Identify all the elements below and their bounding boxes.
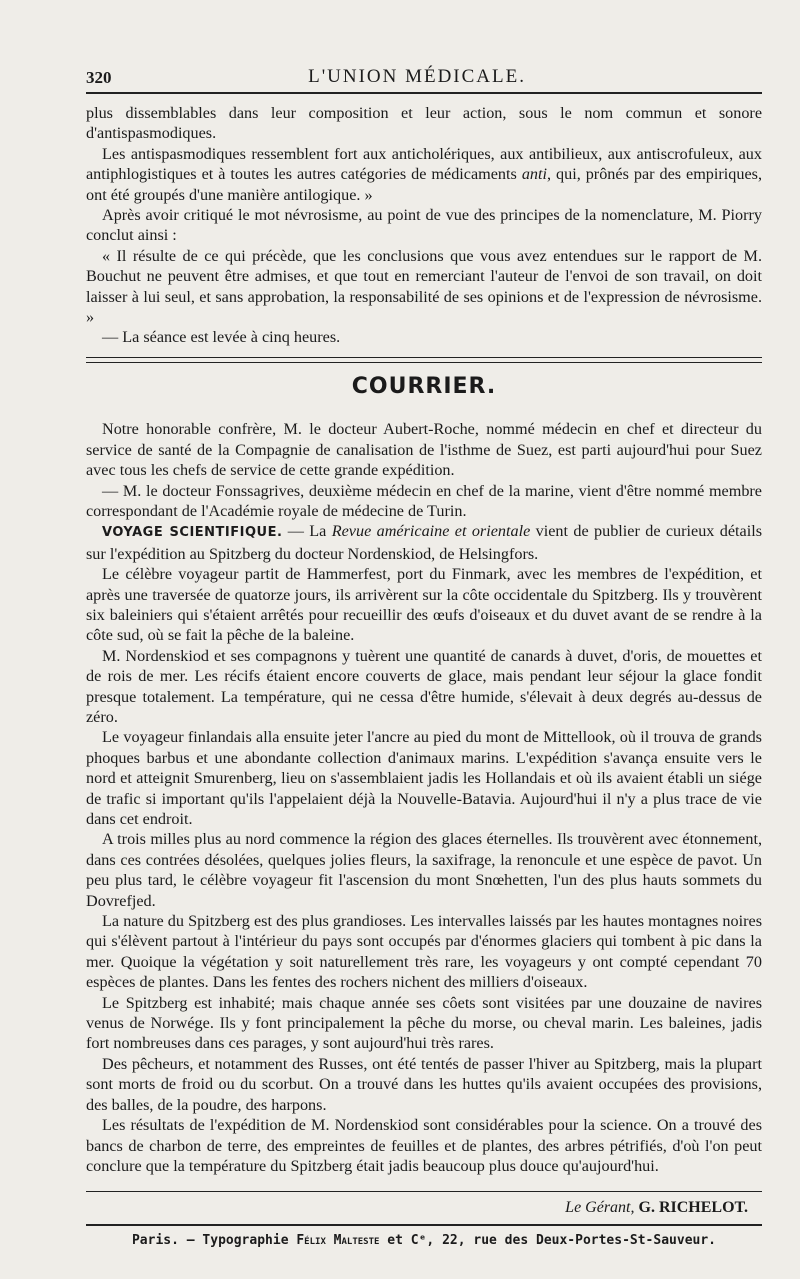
paragraph: — M. le docteur Fonssagrives, deuxième médecin en chef de la marine, vient d'être nommé membre correspondant de l'Académie royale de médecine de Turin. <box>86 481 762 520</box>
paragraph: Le Spitzberg est inhabité; mais chaque année ses côets sont visitées par une douzaine de navires venus de Norwége. Ils y font principalement la pêche du morse, ou cheval marin. Les baleines, jadis fort nombreuses dans ces parages, y sont aujourd'hui très rares. <box>86 993 762 1053</box>
paragraph: — La séance est levée à cinq heures. <box>102 328 341 347</box>
header-rule <box>86 92 762 94</box>
footer-rule <box>86 1191 762 1192</box>
paragraph: A trois milles plus au nord commence la région des glaces éternelles. Ils trouvèrent avec étonnement, dans ces contrées désolées, quelques jolies fleurs, la saxifrage, la renoncule et une espèce de pavot. Un peu plus tard, le célèbre voyageur fit l'ascension du mont Snœhetten, l'un des plus hauts sommets du Dovrefjed. <box>86 830 762 910</box>
gerant-name: G. RICHELOT. <box>634 1199 748 1216</box>
paragraph: M. Nordenskiod et ses compagnons y tuèrent une quantité de canards à duvet, d'oris, de mouettes et de rois de mer. Les récifs étaient encore couverts de glace, mais pendant leur séjour la glace fondit presque totalement. La température, qui ne cessa d'être humide, s'élevait à deux degrés au-dessus de zéro. <box>86 646 762 726</box>
paragraph: Le voyageur finlandais alla ensuite jeter l'ancre au pied du mont de Mittellook, où il trouva de grands phoques barbus et une abondante collection d'animaux marins. L'expédition s'avança ensuite vers le nord et atteignit Smurenberg, lieu on s'assemblaient jadis les Hollandais et où ils avaient établi un siége de trafic si important qu'ils l'appelaient déjà la Nouvelle-Batavia. Aujourd'hui il n'y a plus trace de vie dans cet endroit. <box>86 728 762 828</box>
signature <box>565 1199 748 1217</box>
gerant-label: Le Gérant, <box>565 1199 635 1216</box>
text-run: Les antispasmodiques ressemblent fort aux anticholériques, aux antibilieux, aux antiscrofuleux, aux antiphlogistiques et à toutes les autres catégories de médicaments <box>86 144 762 184</box>
section-divider <box>86 357 762 363</box>
paragraph: La nature du Spitzberg est des plus grandioses. Les intervalles laissés par les hautes montagnes noires qui s'élèvent partout à l'intérieur du pays sont occupés par d'énormes glaciers qui tombent à pic dans la mer. Quoique la végétation y soit naturellement très rare, les voyageurs y ont compté cependant 70 espèces de plantes. Dans les fentes des rochers nichent des milliers d'oiseaux. <box>86 912 762 992</box>
text-run: vient de publier de curieux détails sur l'expédition au Spitzberg du docteur Nordenskiod, de Helsingfors. <box>86 522 763 563</box>
imprint-rule <box>86 1224 762 1226</box>
imprint <box>86 1233 762 1248</box>
paragraph: Le célèbre voyageur partit de Hammerfest, port du Finmark, avec les membres de l'expédition, et après une traversée de quatorze jours, ils arrivèrent sur la côte occidentale du Spitzberg. Ils y trouvèrent six baleiniers qui s'étaient arrêtés pour recueillir des œufs d'oiseaux et du duvet avant de se rendre à la côte sud, où se fait la pêche de la baleine. <box>86 565 762 645</box>
paragraph: plus dissemblables dans leur composition et leur action, sous le nom commun et sonore d'antispasmodiques. <box>86 104 762 143</box>
paragraph: Notre honorable confrère, M. le docteur Aubert-Roche, nommé médecin en chef et directeur du service de santé de la Compagnie de canalisation de l'isthme de Suez, est parti aujourd'hui pour Suez avec tous les chefs de service de cette grande expédition. <box>86 420 762 480</box>
paragraph: Des pêcheurs, et notamment des Russes, ont été tentés de passer l'hiver au Spitzberg, mais la plupart sont morts de froid ou du scorbut. On a trouvé dans les huttes qu'ils avaient occupées des provisions, des balles, de la poudre, des harpons. <box>86 1054 762 1114</box>
imprint-text: et Cᵉ, 22, rue des Deux-Portes-St-Sauveur. <box>379 1233 716 1248</box>
running-head <box>86 58 762 88</box>
italic-word: anti <box>521 165 547 184</box>
paragraph <box>86 521 762 564</box>
journal-title: L'UNION MÉDICALE. <box>308 66 526 87</box>
section-title: COURRIER. <box>351 373 497 399</box>
printer-name: Félix Malteste <box>296 1233 380 1248</box>
text-run: — La <box>282 522 332 541</box>
run-in-heading: VOYAGE SCIENTIFIQUE. <box>102 525 283 541</box>
paragraph: Après avoir critiqué le mot névrosisme, au point de vue des principes de la nomenclature, M. Piorry conclut ainsi : <box>86 206 762 245</box>
journal-name: Revue américaine et orientale <box>331 522 531 541</box>
text-run: , qui, prônés par des empiriques, ont été groupés d'une manière antilogique. » <box>86 165 763 204</box>
paragraph: Les résultats de l'expédition de M. Nordenskiod sont considérables pour la science. On a trouvé des bancs de charbon de terre, des empreintes de feuilles et de plantes, des arbres pétrifiés, d'où l'on peut conclure que la température du Spitzberg était jadis beaucoup plus douce qu'aujourd'hui. <box>86 1116 762 1175</box>
paragraph: « Il résulte de ce qui précède, que les conclusions que vous avez entendues sur le rapport de M. Bouchut ne peuvent être admises, et que tout en remerciant l'auteur de l'envoi de son travail, on doit laisser à lui seul, et sans approbation, la responsabilité de ses opinions et de l'expression de névrosisme. » <box>86 246 762 327</box>
article-body <box>86 103 762 1176</box>
paragraph <box>86 144 762 205</box>
page-number: 320 <box>86 68 112 87</box>
imprint-text: Paris. — Typographie <box>131 1233 297 1248</box>
